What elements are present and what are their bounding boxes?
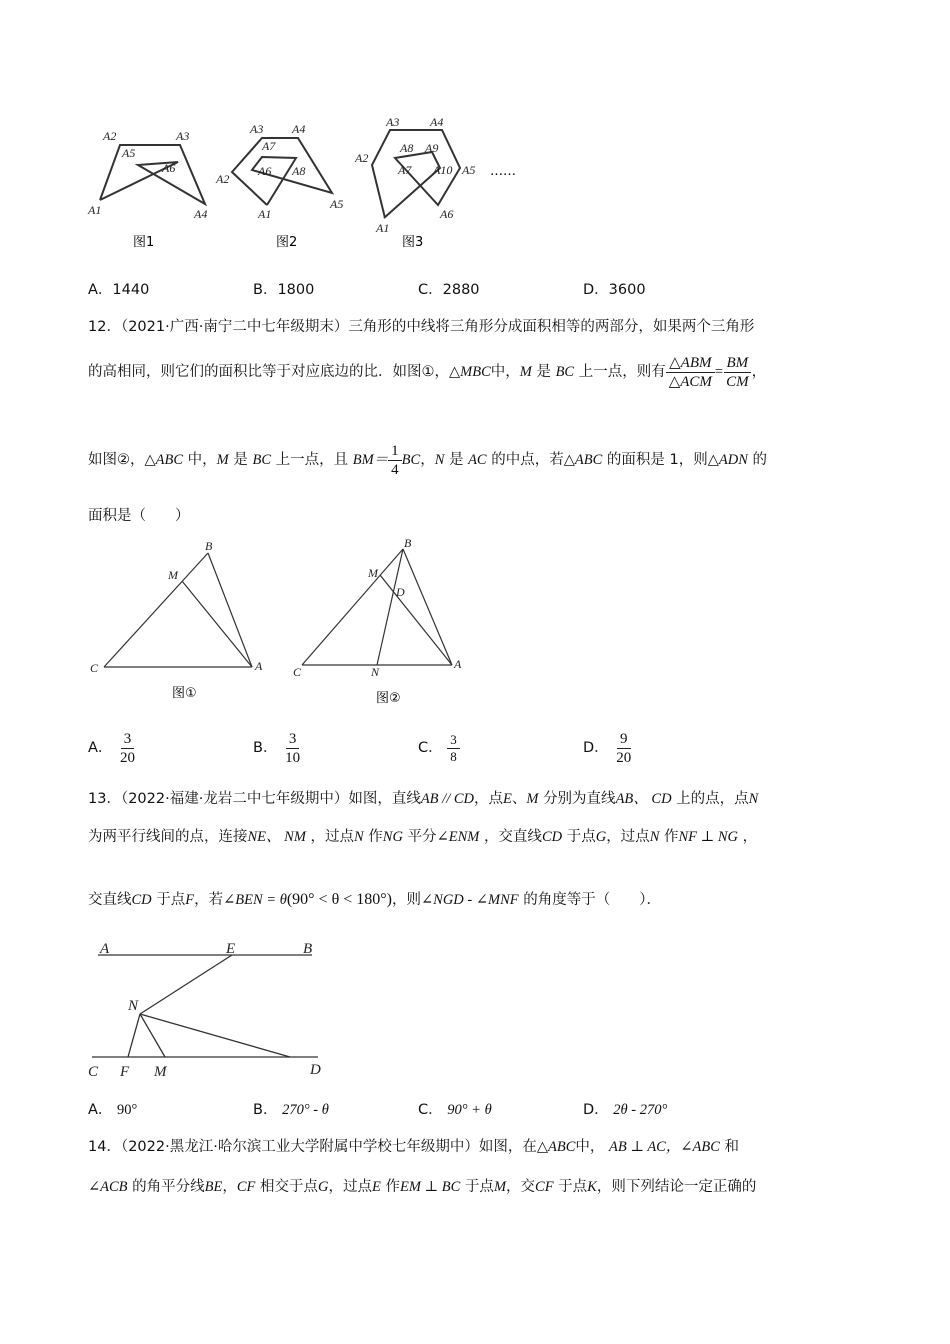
fig2-label-a2: A2 xyxy=(216,172,230,186)
fraction-abm-acm: $\frac{\text{△ABM}}{\text{△ACM}}$ xyxy=(666,354,715,391)
q12-line-2: 的高相同，则它们的面积比等于对应底边的比．如图①，△ MBC 中， M 是 BC 上一点，则有 $\frac{\text{△ABM}}{\text{△ACM}}$ = $\frac{BM}{CM}$ ， xyxy=(88,354,767,390)
q12-line-4: 面积是（ ） xyxy=(88,508,190,524)
fig3-label-a10: A10 xyxy=(433,163,453,177)
q12-fig1-caption: 图① xyxy=(172,686,197,701)
ellipsis: …… xyxy=(490,164,516,179)
q13-label-n: N xyxy=(128,998,139,1014)
fig3-label-a3: A3 xyxy=(386,115,400,129)
q12-fig1-label-m: M xyxy=(168,568,178,582)
fig2-label-a6: A6 xyxy=(258,164,272,178)
q12-fig2-label-n: N xyxy=(371,665,380,679)
fig1-label-a6: A6 xyxy=(162,161,176,175)
fig3-label-a5: A5 xyxy=(462,163,476,177)
q13-line-3: 交直线 CD 于点 F ，若 ∠BEN = θ (90° < θ < 180°) ，则 ∠NGD - ∠MNF 的角度等于（ ）． xyxy=(88,891,661,908)
q12-fig2-label-c: C xyxy=(293,665,302,679)
fig3-label-a1: A1 xyxy=(376,221,390,235)
fig2-label-a7: A7 xyxy=(262,139,276,153)
q12-option-a[interactable]: A． $\frac{3}{20}$ xyxy=(88,730,136,766)
q14-line-1: 14．（2022·黑龙江·哈尔滨工业大学附属中学校七年级期中）如图，在△ABC中， AB ⊥ AC，∠ABC 和 xyxy=(88,1139,739,1155)
q12-fig2-caption: 图② xyxy=(376,691,401,706)
q11-option-a[interactable]: A．1440 xyxy=(88,282,150,298)
q13-label-b: B xyxy=(303,941,313,957)
fraction-bm-cm: $\frac{BM}{CM}$ xyxy=(723,354,752,391)
fig3-label-a4: A4 xyxy=(430,115,444,129)
fig1-label-a1: A1 xyxy=(88,203,102,217)
q13-label-c: C xyxy=(88,1064,99,1080)
q13-option-c[interactable]: C． 90° + θ xyxy=(418,1102,492,1118)
q12-fig2-label-d: D xyxy=(396,585,405,599)
fig2-label-a5: A5 xyxy=(330,197,344,211)
fig1-label-a3: A3 xyxy=(176,129,190,143)
fig2-label-a4: A4 xyxy=(292,122,306,136)
fig2-label-a8: A8 xyxy=(292,164,306,178)
fig3-caption: 图3 xyxy=(402,235,424,250)
q13-label-f: F xyxy=(120,1064,130,1080)
q12-fig1-label-c: C xyxy=(90,661,99,675)
fraction-one-quarter: $\frac{1}{4}$ xyxy=(388,442,402,479)
q13-label-e: E xyxy=(226,941,236,957)
fig1-label-a5: A5 xyxy=(122,146,136,160)
fig3-label-a6: A6 xyxy=(440,207,454,221)
q13-line-2: 为两平行线间的点，连接NE、 NM ，过点N 作NG 平分∠ENM ，交直线CD 于点G，过点N 作NF ⊥ NG ， xyxy=(88,829,758,845)
fig1-caption: 图1 xyxy=(133,235,155,250)
fig3-label-a7: A7 xyxy=(398,163,412,177)
q13-label-a: A xyxy=(100,941,110,957)
q13-option-b[interactable]: B． 270° - θ xyxy=(253,1102,329,1118)
fig1-label-a4: A4 xyxy=(194,207,208,221)
q14-line-2: ∠ACB 的角平分线BE，CF 相交于点G，过点E 作EM ⊥ BC 于点M，交CF 于点K，则下列结论一定正确的 xyxy=(88,1179,757,1195)
q12-option-c[interactable]: C． $\frac{3}{8}$ xyxy=(418,728,460,768)
q11-option-b[interactable]: B．1800 xyxy=(253,282,315,298)
q13-option-a[interactable]: A． 90° xyxy=(88,1102,138,1118)
fig3-label-a8: A8 xyxy=(400,141,414,155)
q12-fig2-label-a: A xyxy=(454,657,462,671)
q11-option-c[interactable]: C．2880 xyxy=(418,282,480,298)
q12-fig2-label-b: B xyxy=(404,536,412,550)
fig2-label-a3: A3 xyxy=(250,122,264,136)
q12-line-3: 如图②，△ ABC 中， M 是 BC 上一点，且 BM＝ $\frac{1}{4}$ BC ， N 是 AC 的中点，若△ ABC 的面积是 1，则△ ADN 的 xyxy=(88,442,767,478)
q12-option-b[interactable]: B． $\frac{3}{10}$ xyxy=(253,730,301,766)
q12-line-1: 12．（2021·广西·南宁二中七年级期末）三角形的中线将三角形分成面积相等的两部分，如果两个三角形 xyxy=(88,319,755,335)
fig3-label-a9: A9 xyxy=(425,141,439,155)
q13-label-m: M xyxy=(154,1064,167,1080)
fig2-label-a1: A1 xyxy=(258,207,272,221)
q13-label-d: D xyxy=(310,1062,321,1078)
q13-option-d[interactable]: D． 2θ - 270° xyxy=(583,1102,668,1118)
q11-option-d[interactable]: D．3600 xyxy=(583,282,646,298)
q12-option-d[interactable]: D． $\frac{9}{20}$ xyxy=(583,730,632,766)
fig1-label-a2: A2 xyxy=(103,129,117,143)
fig2-caption: 图2 xyxy=(276,235,298,250)
q12-fig1-label-a: A xyxy=(255,659,263,673)
q12-fig2-label-m: M xyxy=(368,566,378,580)
q13-line-1: 13．（2022·福建·龙岩二中七年级期中）如图，直线AB // CD，点E、M 分别为直线AB、 CD 上的点，点N xyxy=(88,791,759,807)
fig3-label-a2: A2 xyxy=(355,151,369,165)
q12-fig1-label-b: B xyxy=(205,539,213,553)
